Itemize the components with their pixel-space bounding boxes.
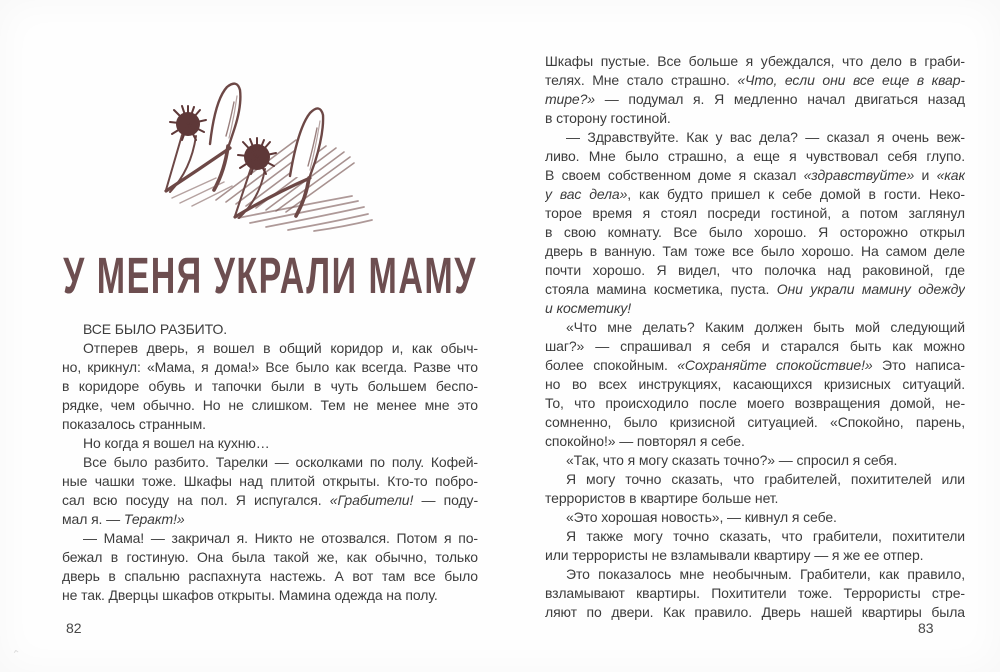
text-segment: — Здравствуйте. Как у вас дела? — сказал я очень веж- <box>566 129 965 145</box>
text-line <box>545 584 965 603</box>
text-line <box>545 603 965 622</box>
text-segment: но во всех инструкциях, касающихся кризисных ситуаций. <box>545 376 965 392</box>
text-segment-italic: «Грабители! <box>329 492 414 508</box>
text-segment: «Так, что я могу сказать точно?» — спросил я себя. <box>566 452 898 468</box>
text-segment: дверь в спальню распахнута настежь. А вот там все было <box>62 568 478 584</box>
text-segment: Я также могу точно сказать, что грабители, похитители <box>566 528 965 544</box>
text-segment: , как будто пришел к себе домой в гости. Неко- <box>627 186 965 202</box>
text-line <box>62 567 478 586</box>
text-segment: дверь в ванную. Там тоже все было хорошо. На самом деле <box>545 243 965 259</box>
text-line <box>62 377 478 396</box>
text-segment: сомненно, было кризисной ситуацией. «Спокойно, парень, <box>545 414 965 430</box>
text-line <box>62 358 478 377</box>
text-segment: взламывают квартиры. Похитители тоже. Террористы стре- <box>545 585 965 601</box>
text-line <box>62 510 478 529</box>
text-segment: Я могу точно сказать, что грабителей, похитителей или <box>566 471 965 487</box>
text-segment: или террористы не взламывали квартиру — я же ее отпер. <box>545 547 924 563</box>
text-segment: стояла мамина косметика, пуста. <box>545 281 777 297</box>
text-segment: бежал в гостиную. Она была такой же, как обычно, только <box>62 549 478 565</box>
text-segment: В своем собственном доме я сказал <box>545 167 804 183</box>
text-line <box>545 185 965 204</box>
text-line <box>62 472 478 491</box>
text-segment: террористов в квартире больше нет. <box>545 490 779 506</box>
text-segment: То, что происходило после моего возвращения домой, не- <box>545 395 965 411</box>
text-segment: мал я. — <box>62 511 124 527</box>
text-segment: сал всю посуду на пол. Я испугался. <box>62 492 330 508</box>
text-segment-italic: у вас дела» <box>545 186 628 202</box>
text-line <box>62 453 478 472</box>
text-segment: Отперев дверь, я вошел в общий коридор и, как обыч- <box>83 340 478 356</box>
text-line <box>545 356 965 375</box>
text-line <box>545 413 965 432</box>
text-line <box>545 223 965 242</box>
text-line <box>545 375 965 394</box>
text-segment: в сторону гостиной. <box>545 110 671 126</box>
text-segment: в свою комнату. Все было хорошо. Я осторожно открыл <box>545 224 965 240</box>
text-segment: более спокойным. <box>545 357 678 373</box>
text-segment: торое время я стоял посреди гостиной, а потом заглянул <box>545 205 965 221</box>
text-segment-italic: и косметику! <box>545 300 632 316</box>
text-line <box>545 242 965 261</box>
chapter-title <box>52 248 488 305</box>
text-line <box>62 339 478 358</box>
text-segment: не так. Дверцы шкафов открыты. Мамина одежда на полу. <box>62 587 438 603</box>
text-segment: — подумал я. Я медленно начал двигаться назад <box>595 91 965 107</box>
text-line <box>545 318 965 337</box>
left-page-text <box>62 320 478 605</box>
text-line <box>545 299 965 318</box>
right-page-text <box>545 52 965 622</box>
text-line <box>545 451 965 470</box>
text-line <box>62 586 478 605</box>
corner-watermark-icon: ⌃ <box>11 648 23 662</box>
page-number-left: 82 <box>66 620 82 636</box>
text-segment: в коридоре обувь и тапочки были в чуть большем беспо- <box>62 378 478 394</box>
text-segment-italic: Теракт!» <box>123 511 185 527</box>
text-segment: показалось странным. <box>62 416 206 432</box>
text-segment: Все было разбито. Тарелки — осколками по полу. Кофей- <box>83 454 478 470</box>
text-line <box>62 434 478 453</box>
text-line <box>545 280 965 299</box>
text-segment: ляют по двери. Как правило. Дверь нашей квартиры была <box>545 604 965 620</box>
text-line <box>545 71 965 90</box>
text-segment: «Это хорошая новость», — кивнул я себе. <box>566 509 837 525</box>
text-line <box>545 52 965 71</box>
text-segment: Это показалось мне необычным. Грабители, как правило, <box>566 566 965 582</box>
text-segment: Шкафы пустые. Все больше я убеждался, что дело в граби- <box>545 53 965 69</box>
text-segment: шаг?» — спрашивал я себя и старался быть как можно <box>545 338 965 354</box>
text-segment-italic: «Сохраняйте спокойствие!» <box>677 357 873 373</box>
text-segment: — Мама! — закричал я. Никто не отозвался. Потом я по- <box>83 530 478 546</box>
text-segment: ВСЕ БЫЛО РАЗБИТО. <box>83 321 228 337</box>
text-line <box>545 166 965 185</box>
text-segment: ные чашки тоже. Шкафы над плитой открыты. Кто-то побро- <box>62 473 478 489</box>
text-line <box>545 109 965 128</box>
text-line <box>545 90 965 109</box>
text-line <box>545 261 965 280</box>
text-line <box>545 394 965 413</box>
text-segment-italic: «здравствуйте» <box>803 167 915 183</box>
slippers-illustration <box>138 78 406 234</box>
text-line <box>62 396 478 415</box>
page-number-right: 83 <box>918 620 934 636</box>
text-segment-italic: «Что, если они все еще в квар- <box>737 72 965 88</box>
text-segment: рядке, чем обычно. Но не слишком. Тем не менее мне это <box>62 397 478 413</box>
text-segment: и <box>914 167 937 183</box>
text-line <box>62 320 478 339</box>
text-line <box>545 204 965 223</box>
text-segment-italic: Они украли мамину одежду <box>776 281 965 297</box>
text-segment: Но когда я вошел на кухню… <box>83 435 270 451</box>
text-line <box>545 432 965 451</box>
text-line <box>545 128 965 147</box>
text-segment: телях. Мне стало страшно. <box>545 72 738 88</box>
text-line <box>62 491 478 510</box>
text-segment: почти хорошо. Я видел, что полочка над раковиной, где <box>545 262 965 278</box>
chapter-title-text: У МЕНЯ УКРАЛИ МАМУ <box>63 248 477 305</box>
text-line <box>545 546 965 565</box>
text-segment: — поду- <box>413 492 478 508</box>
text-segment-italic: «как <box>936 167 965 183</box>
text-segment: спокойно!» — повторял я себе. <box>545 433 745 449</box>
text-segment: ливо. Мне было страшно, а еще я чувствовал себя глупо. <box>545 148 965 164</box>
text-line <box>62 415 478 434</box>
text-line <box>545 508 965 527</box>
text-segment: Это написа- <box>872 357 965 373</box>
text-line <box>62 548 478 567</box>
text-line <box>545 527 965 546</box>
text-segment: «Что мне делать? Каким должен быть мой следующий <box>566 319 965 335</box>
text-line <box>545 565 965 584</box>
text-segment: но, крикнул: «Мама, я дома!» Все было как всегда. Разве что <box>62 359 478 375</box>
text-segment-italic: тире?» <box>545 91 595 107</box>
text-line <box>545 489 965 508</box>
text-line <box>545 147 965 166</box>
text-line <box>545 337 965 356</box>
text-line <box>545 470 965 489</box>
text-line <box>62 529 478 548</box>
